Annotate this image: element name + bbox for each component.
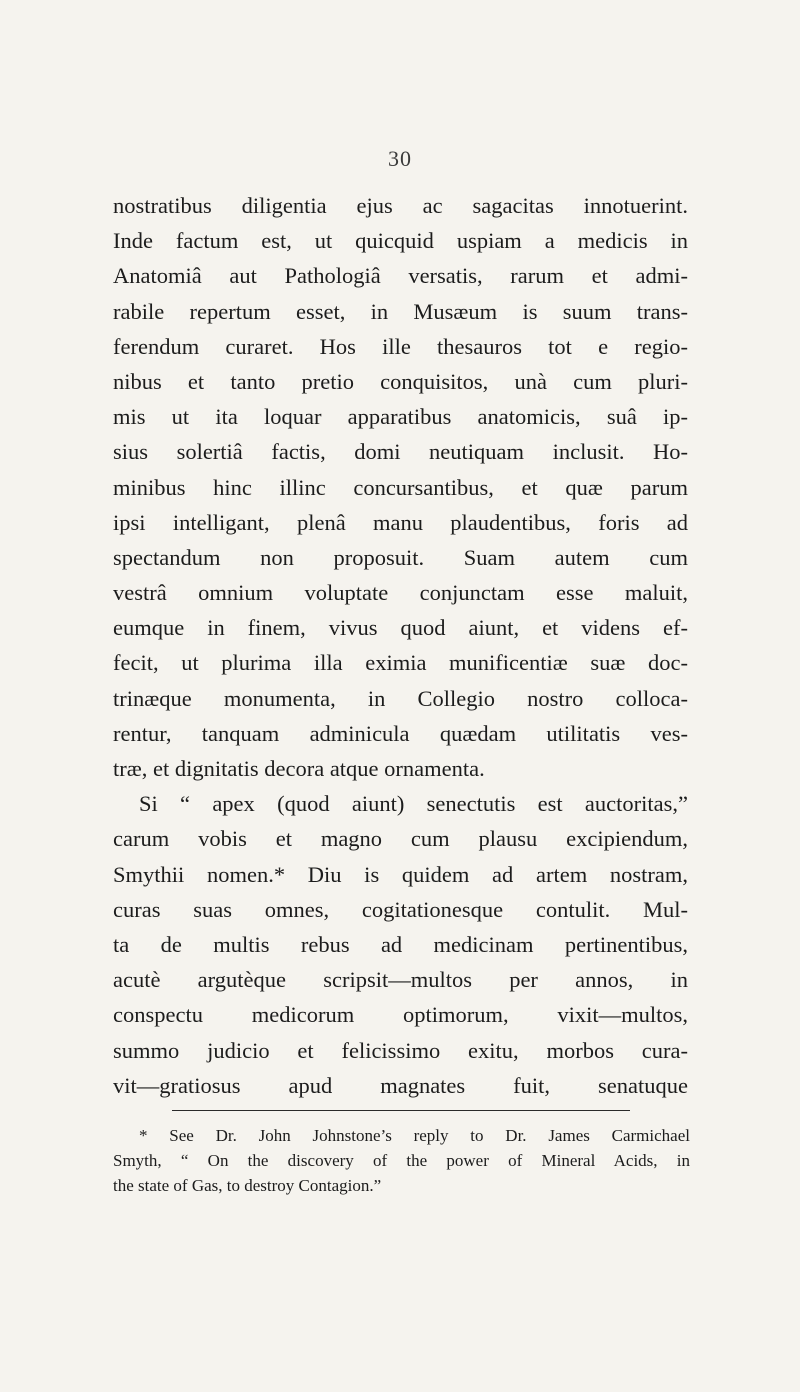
- text-line: conspectu medicorum optimorum, vixit—multos,: [113, 1002, 688, 1028]
- text-line: ipsi intelligant, plenâ manu plaudentibus, foris ad: [113, 509, 688, 535]
- footnote-divider: [172, 1110, 630, 1111]
- footnote-line: Smyth, “ On the discovery of the power of Mineral Acids, in: [113, 1151, 690, 1170]
- text-line: minibus hinc illinc concursantibus, et quæ parum: [113, 474, 688, 500]
- text-line: Anatomiâ aut Pathologiâ versatis, rarum et admi-: [113, 263, 688, 289]
- text-line: sius solertiâ factis, domi neutiquam inclusit. Ho-: [113, 439, 688, 465]
- text-line: nibus et tanto pretio conquisitos, unà cum pluri-: [113, 368, 688, 394]
- footnote: [113, 1123, 690, 1198]
- text-line: rabile repertum esset, in Musæum is suum trans-: [113, 298, 688, 324]
- text-line: vestrâ omnium voluptate conjunctam esse maluit,: [113, 580, 688, 606]
- text-line: nostratibus diligentia ejus ac sagacitas innotuerint.: [113, 193, 688, 218]
- text-line: ferendum curaret. Hos ille thesauros tot e regio-: [113, 333, 688, 359]
- text-line: Smythii nomen.* Diu is quidem ad artem nostram,: [113, 861, 688, 887]
- text-line: rentur, tanquam adminicula quædam utilitatis ves-: [113, 720, 688, 746]
- text-line: acutè argutèque scripsit—multos per annos, in: [113, 967, 688, 993]
- text-line: Inde factum est, ut quicquid uspiam a medicis in: [113, 228, 688, 254]
- text-line: eumque in finem, vivus quod aiunt, et videns ef-: [113, 615, 688, 641]
- text-line: fecit, ut plurima illa eximia munificentiæ suæ doc-: [113, 650, 688, 676]
- text-line: trinæque monumenta, in Collegio nostro colloca-: [113, 685, 688, 711]
- text-line: spectandum non proposuit. Suam autem cum: [113, 544, 688, 570]
- page-number: 30: [388, 146, 412, 171]
- footnote-line: the state of Gas, to destroy Contagion.”: [113, 1176, 382, 1195]
- text-line: curas suas omnes, cogitationesque contulit. Mul-: [113, 896, 688, 922]
- text-line: træ, et dignitatis decora atque ornamenta.: [113, 756, 485, 781]
- text-line: Si “ apex (quod aiunt) senectutis est auctoritas,”: [139, 791, 688, 817]
- body-text: [113, 188, 688, 1103]
- text-line: mis ut ita loquar apparatibus anatomicis, suâ ip-: [113, 404, 688, 430]
- text-line: carum vobis et magno cum plausu excipiendum,: [113, 826, 688, 852]
- text-line: vit—gratiosus apud magnates fuit, senatuque: [113, 1072, 688, 1098]
- text-line: ta de multis rebus ad medicinam pertinentibus,: [113, 931, 688, 957]
- footnote-line: * See Dr. John Johnstone’s reply to Dr. James Carmichael: [139, 1126, 690, 1145]
- text-line: summo judicio et felicissimo exitu, morbos cura-: [113, 1037, 688, 1063]
